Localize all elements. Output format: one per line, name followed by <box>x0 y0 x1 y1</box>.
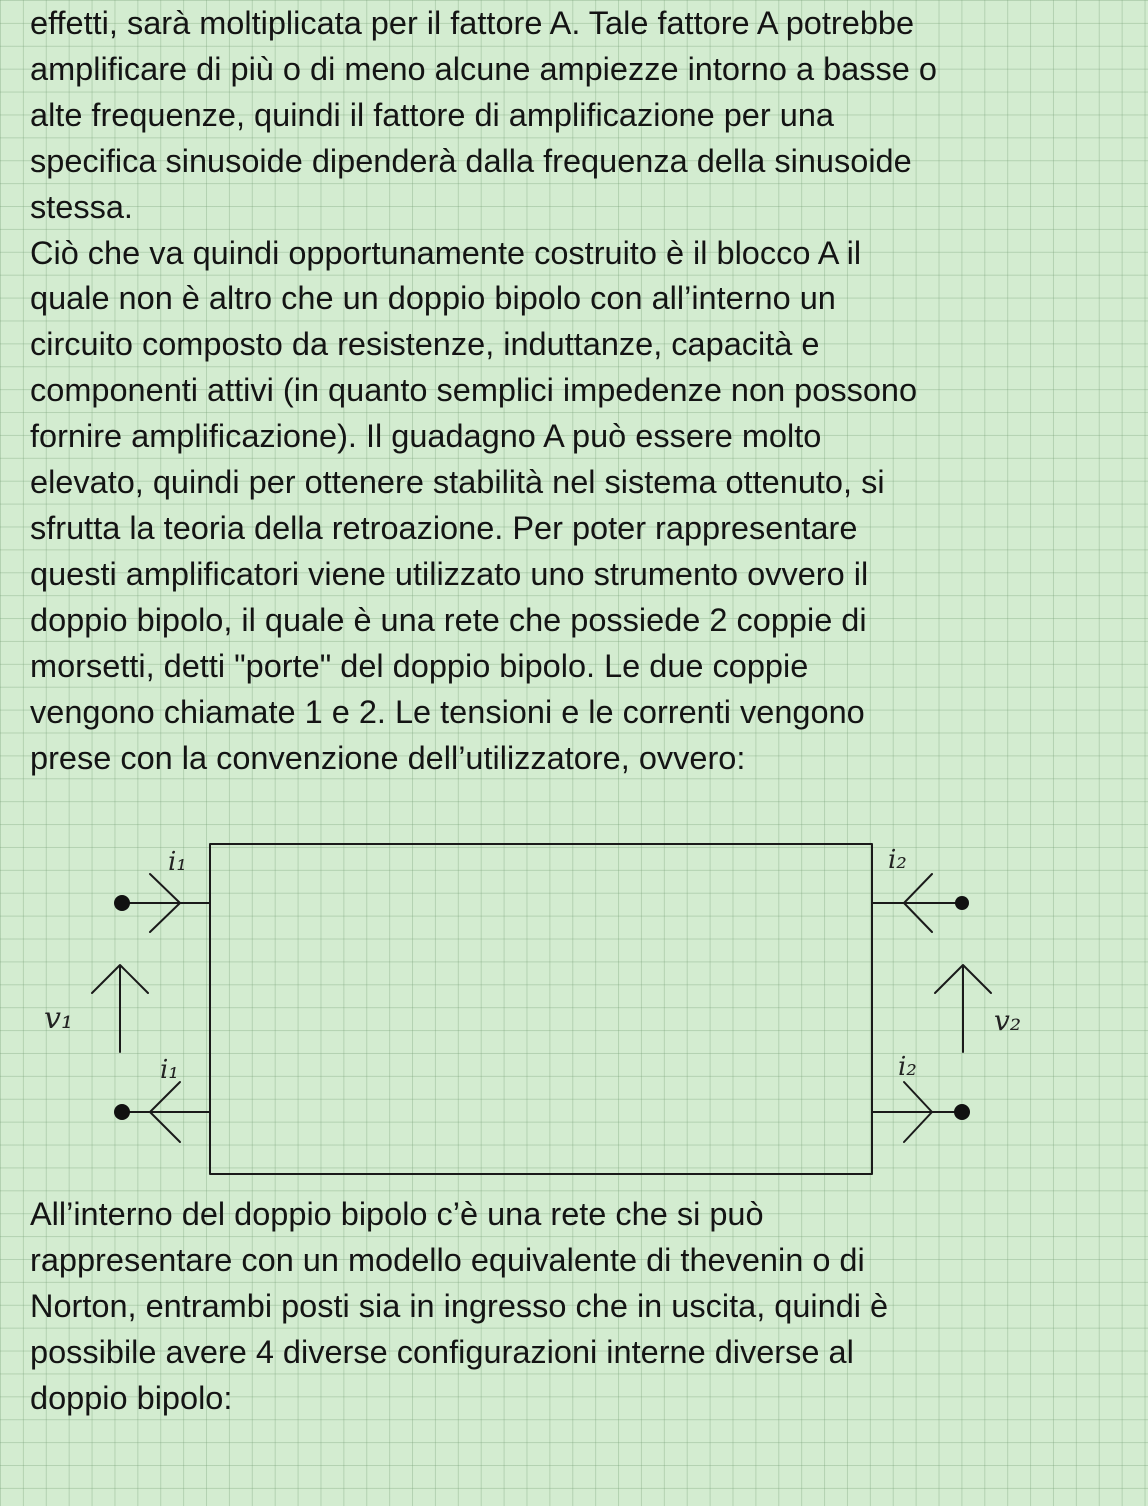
paragraph-bottom <box>30 1192 1130 1422</box>
port2-top-terminal <box>955 896 969 910</box>
text-line: All’interno del doppio bipolo c’è una rete che si può <box>30 1196 764 1232</box>
paragraph-top <box>30 1 1130 781</box>
two-port-box <box>210 844 872 1174</box>
label-i2-top: i₂ <box>888 845 907 875</box>
text-line: Norton, entrambi posti sia in ingresso che in uscita, quindi è <box>30 1287 889 1324</box>
text-line: morsetti, detti "porte" del doppio bipolo. Le due coppie <box>30 647 809 684</box>
text-line: possibile avere 4 diverse configurazioni interne diverse al <box>30 1333 854 1370</box>
text-line: Ciò che va quindi opportunamente costruito è il blocco A il <box>30 234 862 271</box>
label-i1-bottom: i₁ <box>160 1055 179 1085</box>
text-line: amplificare di più o di meno alcune ampiezze intorno a basse o <box>30 50 937 87</box>
text-line: specifica sinusoide dipenderà dalla frequenza della sinusoide <box>30 142 912 179</box>
text-line: stessa. <box>30 188 133 225</box>
label-i1-top: i₁ <box>168 847 187 877</box>
text-line: componenti attivi (in quanto semplici impedenze non possono <box>30 372 918 409</box>
text-line: effetti, sarà moltiplicata per il fattore A. Tale fattore A potrebbe <box>30 5 915 41</box>
text-line: doppio bipolo: <box>30 1379 233 1416</box>
text-line: fornire amplificazione). Il guadagno A può essere molto <box>30 418 822 455</box>
port1-top-terminal <box>114 895 130 911</box>
text-line: elevato, quindi per ottenere stabilità nel sistema ottenuto, si <box>30 464 885 501</box>
text-line: alte frequenze, quindi il fattore di amplificazione per una <box>30 96 834 133</box>
text-line: doppio bipolo, il quale è una rete che possiede 2 coppie di <box>30 601 867 638</box>
label-v1: v₁ <box>44 1001 73 1036</box>
text-line: vengono chiamate 1 e 2. Le tensioni e le correnti vengono <box>30 693 865 730</box>
text-line: rappresentare con un modello equivalente di thevenin o di <box>30 1241 865 1278</box>
text-line: sfrutta la teoria della retroazione. Per poter rappresentare <box>30 509 858 546</box>
text-line: quale non è altro che un doppio bipolo con all’interno un <box>30 280 836 317</box>
two-port-network-diagram <box>0 820 1148 1190</box>
label-i2-bottom: i₂ <box>898 1052 917 1082</box>
text-line: questi amplificatori viene utilizzato uno strumento ovvero il <box>30 555 869 592</box>
text-line: prese con la convenzione dell’utilizzatore, ovvero: <box>30 739 746 776</box>
port1-bottom-terminal <box>114 1104 130 1120</box>
label-v2: v₂ <box>994 1004 1022 1037</box>
text-line: circuito composto da resistenze, induttanze, capacità e <box>30 326 820 363</box>
port2-bottom-terminal <box>954 1104 970 1120</box>
